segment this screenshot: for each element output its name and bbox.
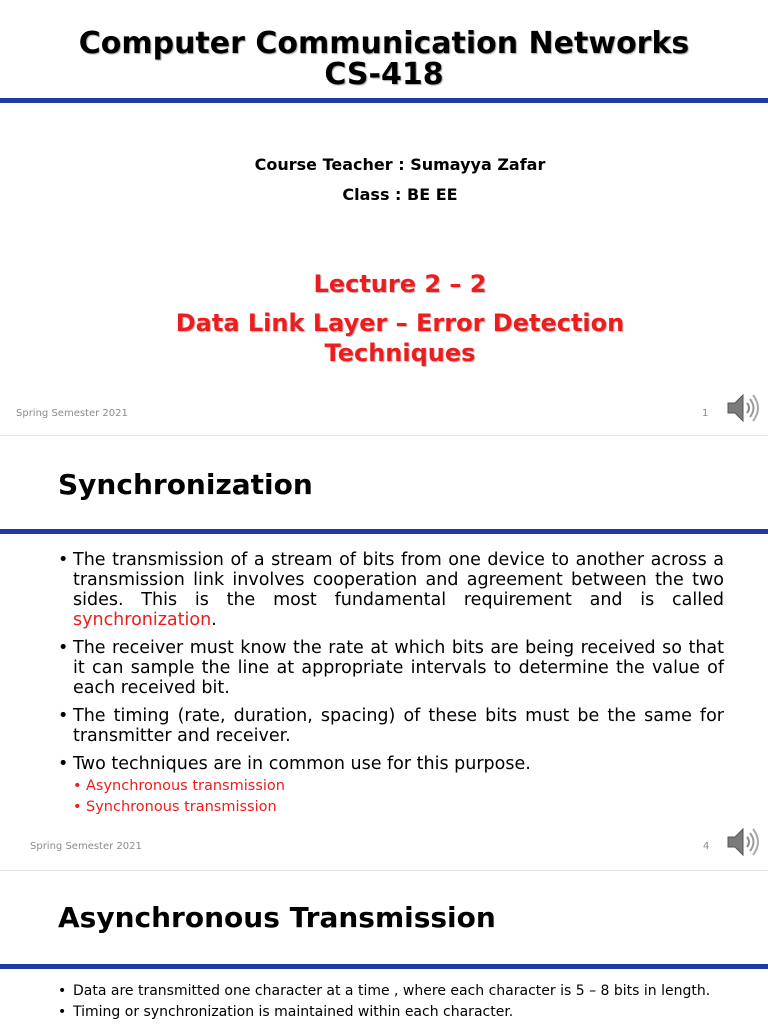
sub-list-item: • Asynchronous transmission xyxy=(73,776,724,797)
bullet-list xyxy=(58,981,724,1023)
course-info xyxy=(0,150,768,210)
slide-title xyxy=(0,28,768,90)
title-divider xyxy=(0,98,768,103)
course-name: Computer Communication Networks xyxy=(78,26,690,61)
course-teacher: Course Teacher : Sumayya Zafar xyxy=(254,155,546,174)
slide-1 xyxy=(0,0,768,435)
lecture-number: Lecture 2 – 2 xyxy=(313,270,487,298)
lecture-subtitle-line1: Data Link Layer – Error Detection xyxy=(175,309,625,337)
slide-3 xyxy=(0,870,768,1025)
sub-list-item: • Synchronous transmission xyxy=(73,797,724,818)
lecture-subtitle xyxy=(0,308,768,368)
lecture-subtitle-line2: Techniques xyxy=(324,339,476,367)
footer-semester: Spring Semester 2021 xyxy=(30,841,142,852)
course-class: Class : BE EE xyxy=(342,185,458,204)
speaker-icon[interactable] xyxy=(726,392,760,424)
slide-number: 4 xyxy=(703,841,710,852)
heading-divider xyxy=(0,529,768,534)
slide-heading: Synchronization xyxy=(58,468,313,501)
list-item: • Data are transmitted one character at a time , where each character is 5 – 8 bits in length. xyxy=(58,981,724,1002)
highlight-term: synchronization xyxy=(73,610,212,630)
footer-semester: Spring Semester 2021 xyxy=(16,408,128,419)
slide-2 xyxy=(0,435,768,871)
list-item: • The timing (rate, duration, spacing) of these bits must be the same for transmitter and receiver. xyxy=(58,706,724,746)
sub-bullet-list xyxy=(73,776,724,818)
list-item: • Timing or synchronization is maintained within each character. xyxy=(58,1002,724,1023)
slide-heading: Asynchronous Transmission xyxy=(58,901,496,934)
course-code: CS-418 xyxy=(324,57,444,92)
list-item: • Two techniques are in common use for this purpose. • Asynchronous transmission • Synchronous transmission xyxy=(58,754,724,818)
heading-divider xyxy=(0,964,768,969)
bullet-list xyxy=(58,550,724,826)
speaker-icon[interactable] xyxy=(726,826,760,858)
list-item: • The receiver must know the rate at which bits are being received so that it can sample the line at appropriate intervals to determine the value of each received bit. xyxy=(58,638,724,698)
list-item: • The transmission of a stream of bits from one device to another across a transmission link involves cooperation and agreement between the two sides. This is the most fundamental requirement and is called synchronization. xyxy=(58,550,724,630)
slide-number: 1 xyxy=(702,408,709,419)
